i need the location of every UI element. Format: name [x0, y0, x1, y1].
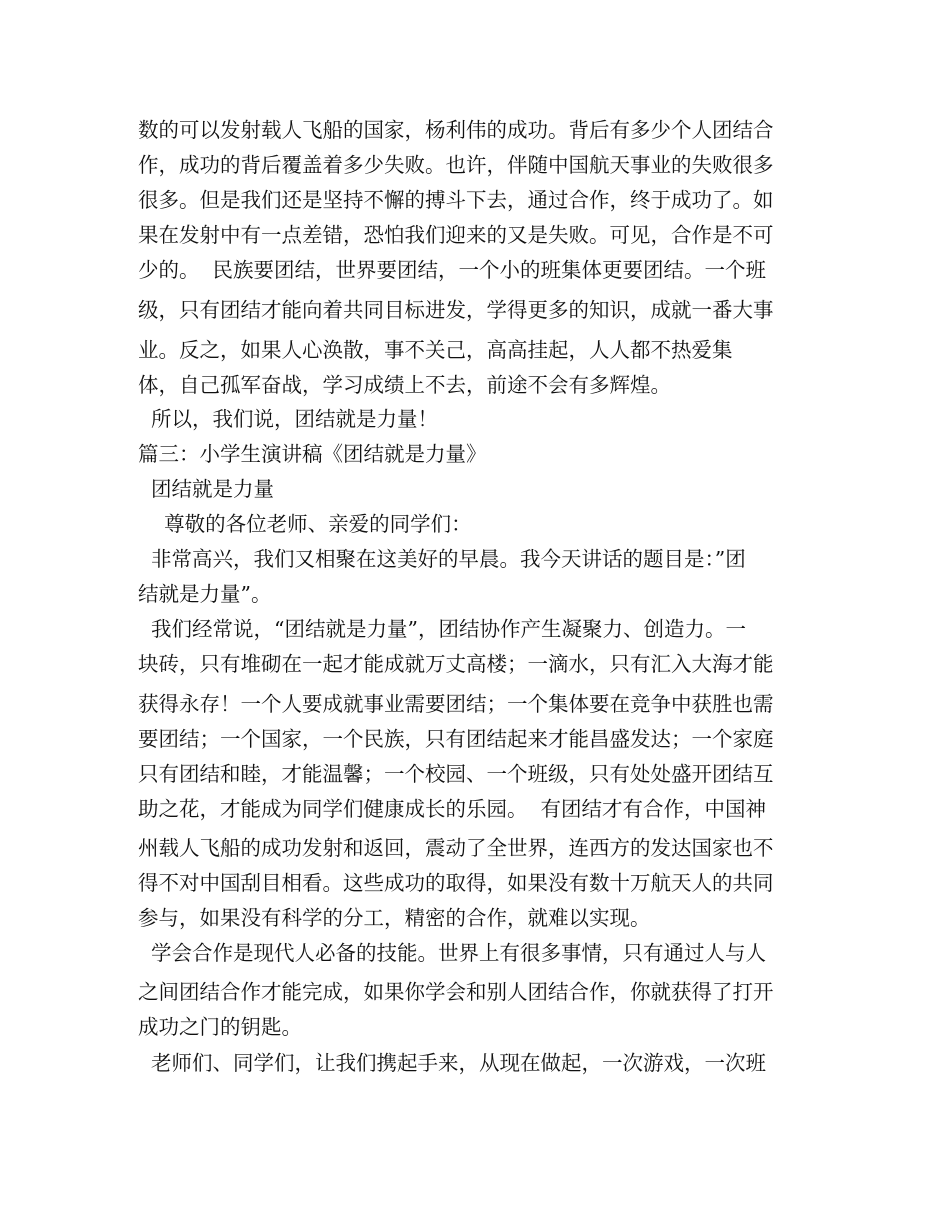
text-line: 体，自己孤军奋战，学习成绩上不去，前途不会有多辉煌。 — [138, 373, 671, 397]
section-heading: 篇三：小学生演讲稿《团结就是力量》 — [138, 442, 487, 466]
speech-title: 团结就是力量 — [138, 477, 275, 501]
salutation: 尊敬的各位老师、亲爱的同学们： — [138, 512, 472, 536]
text-line: 块砖，只有堆砌在一起才能成就万丈高楼；一滴水，只有汇入大海才能 — [138, 652, 774, 676]
text-line: 之间团结合作才能完成，如果你学会和别人团结合作，你就获得了打开 — [138, 980, 774, 1004]
text-line: 成功之门的钥匙。 — [138, 1015, 302, 1039]
text-line: 助之花，才能成为同学们健康成长的乐园。 有团结才有合作，中国神 — [138, 797, 767, 821]
text-line: 作，成功的背后覆盖着多少失败。也许，伴随中国航天事业的失败很多 — [138, 153, 774, 177]
text-line: 州载人飞船的成功发射和返回，震动了全世界，连西方的发达国家也不 — [138, 836, 774, 860]
text-line: 只有团结和睦，才能温馨；一个校园、一个班级，只有处处盛开团结互 — [138, 762, 774, 786]
text-line: 所以，我们说，团结就是力量！ — [138, 407, 439, 431]
text-line: 老师们、同学们，让我们携起手来，从现在做起，一次游戏，一次班 — [138, 1051, 767, 1075]
text-line: 得不对中国刮目相看。这些成功的取得，如果没有数十万航天人的共同 — [138, 871, 774, 895]
text-line: 数的可以发射载人飞船的国家，杨利伟的成功。背后有多少个人团结合 — [138, 118, 774, 142]
text-line: 级，只有团结才能向着共同目标进发，学得更多的知识，成就一番大事 — [138, 298, 774, 322]
text-line: 我们经常说，“团结就是力量”，团结协作产生凝聚力、创造力。一 — [138, 617, 746, 641]
text-line: 获得永存！一个人要成就事业需要团结；一个集体要在竞争中获胜也需 — [138, 692, 774, 716]
text-line: 非常高兴，我们又相聚在这美好的早晨。我今天讲话的题目是：”团 — [138, 547, 746, 571]
text-line: 业。反之，如果人心涣散，事不关己，高高挂起，人人都不热爱集 — [138, 338, 733, 362]
text-line: 果在发射中有一点差错，恐怕我们迎来的又是失败。可见，合作是不可 — [138, 223, 774, 247]
text-line: 参与，如果没有科学的分工，精密的合作，就难以实现。 — [138, 906, 651, 930]
text-line: 结就是力量”。 — [138, 582, 272, 606]
text-line: 要团结；一个国家，一个民族，只有团结起来才能昌盛发达；一个家庭 — [138, 727, 774, 751]
text-line: 学会合作是现代人必备的技能。世界上有很多事情，只有通过人与人 — [138, 941, 767, 965]
text-line: 很多。但是我们还是坚持不懈的搏斗下去，通过合作，终于成功了。如 — [138, 188, 774, 212]
text-line: 少的。 民族要团结，世界要团结，一个小的班集体更要团结。一个班 — [138, 258, 767, 282]
